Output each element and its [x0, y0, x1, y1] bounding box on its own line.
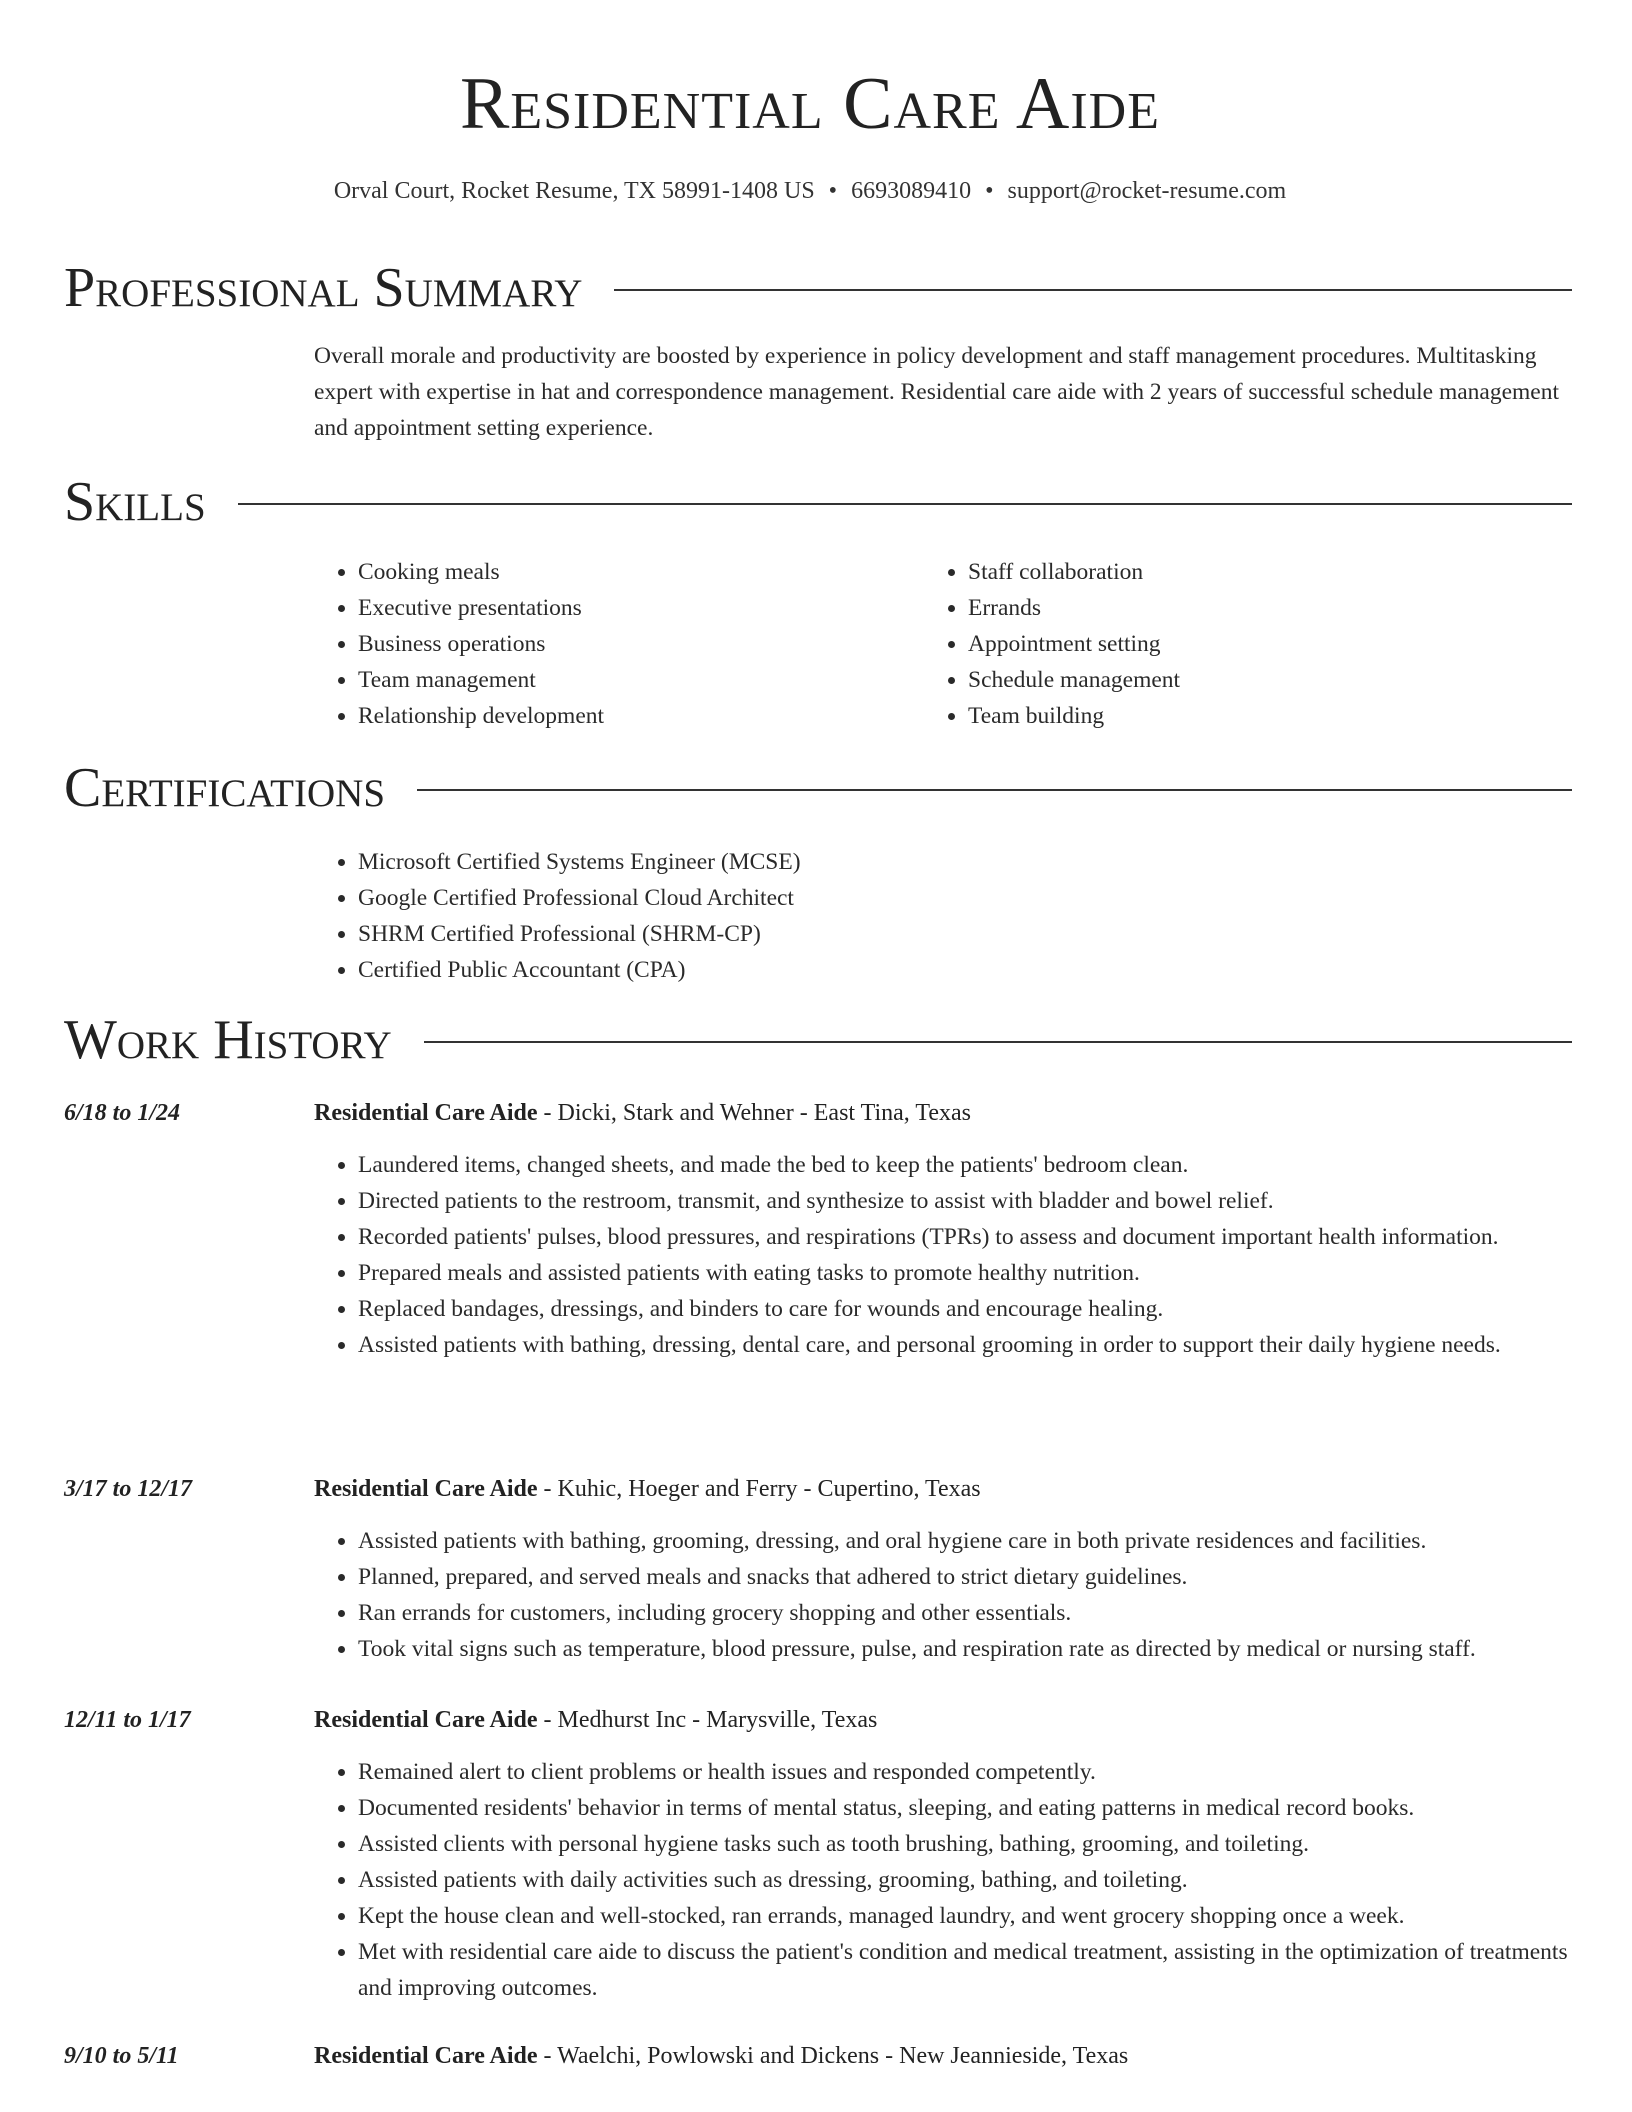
job-employer: - Kuhic, Hoeger and Ferry - Cupertino, Texas [537, 1476, 981, 1502]
job-bullet: • Met with residential care aide to discuss the patient's condition and medical treatment, assisting in the optimization of treatments and improving outcomes. [358, 1934, 1576, 2006]
resume-name: Residential Care Aide [460, 63, 1160, 145]
contact-phone: 6693089410 [851, 178, 972, 204]
job-bullet: • Recorded patients' pulses, blood pressures, and respirations (TPRs) to assess and document important health information. [358, 1219, 1576, 1255]
section-title-certifications: Certifications [64, 757, 386, 819]
job-heading [314, 1096, 971, 1130]
job-bullet: • Prepared meals and assisted patients with eating tasks to promote healthy nutrition. [358, 1255, 1576, 1291]
skill-item: • Staff collaboration [968, 554, 1180, 590]
contact-separator: • [985, 178, 994, 204]
job-title: Residential Care Aide [314, 2043, 538, 2069]
job-bullet: • Documented residents' behavior in terms of mental status, sleeping, and eating patterns in medical record books. [358, 1790, 1576, 1826]
job-employer: - Medhurst Inc - Marysville, Texas [537, 1707, 878, 1733]
job-bullet-list [314, 1754, 1576, 2006]
summary-text: Overall morale and productivity are boosted by experience in policy development and staff management procedures. Multitasking expert with expertise in hat and correspondence management. Residential care aide with 2 years of successful schedule management and appointment setting experience. [314, 343, 1560, 441]
certifications-list [314, 844, 801, 988]
certification-item: • SHRM Certified Professional (SHRM-CP) [358, 916, 801, 952]
job-bullet: • Ran errands for customers, including grocery shopping and other essentials. [358, 1595, 1576, 1631]
skill-item: • Appointment setting [968, 626, 1180, 662]
section-header-work-history [64, 1008, 1572, 1072]
job-bullet: • Assisted patients with bathing, grooming, dressing, and oral hygiene care in both private residences and facilities. [358, 1523, 1576, 1559]
job-bullet: • Replaced bandages, dressings, and binders to care for wounds and encourage healing. [358, 1291, 1576, 1327]
job-employer: - Waelchi, Powlowski and Dickens - New Jeannieside, Texas [537, 2043, 1129, 2069]
job-bullet: • Took vital signs such as temperature, blood pressure, pulse, and respiration rate as directed by medical or nursing staff. [358, 1631, 1576, 1667]
job-bullet-list [314, 1147, 1576, 1363]
section-header-skills [64, 470, 1572, 534]
job-title: Residential Care Aide [314, 1100, 538, 1126]
job-dates: 9/10 to 5/11 [64, 2043, 179, 2069]
job-dates: 12/11 to 1/17 [64, 1707, 191, 1733]
skills-column-right [924, 554, 1180, 734]
job-heading [314, 1703, 877, 1737]
contact-address: Orval Court, Rocket Resume, TX 58991-1408 US [333, 178, 815, 204]
section-rule [614, 289, 1572, 291]
section-header-summary [64, 256, 1572, 320]
job-dates: 6/18 to 1/24 [64, 1100, 181, 1126]
section-rule [424, 1041, 1572, 1043]
job-title: Residential Care Aide [314, 1476, 538, 1502]
skill-item: • Team management [358, 662, 604, 698]
job-bullet: • Directed patients to the restroom, transmit, and synthesize to assist with bladder and bowel relief. [358, 1183, 1576, 1219]
job-bullet: • Planned, prepared, and served meals and snacks that adhered to strict dietary guidelines. [358, 1559, 1576, 1595]
certification-item: • Google Certified Professional Cloud Architect [358, 880, 801, 916]
section-title-skills: Skills [64, 471, 206, 533]
job-bullet: • Remained alert to client problems or health issues and responded competently. [358, 1754, 1576, 1790]
section-title-work-history: Work History [64, 1009, 392, 1071]
job-bullet: • Assisted clients with personal hygiene tasks such as tooth brushing, bathing, grooming, and toileting. [358, 1826, 1576, 1862]
skill-item: • Cooking meals [358, 554, 604, 590]
skill-item: • Business operations [358, 626, 604, 662]
job-employer: - Dicki, Stark and Wehner - East Tina, Texas [537, 1100, 971, 1126]
section-title-summary: Professional Summary [64, 257, 583, 319]
job-bullet: • Assisted patients with bathing, dressing, dental care, and personal grooming in order to support their daily hygiene needs. [358, 1327, 1576, 1363]
contact-email: support@rocket-resume.com [1007, 178, 1287, 204]
certification-item: • Microsoft Certified Systems Engineer (MCSE) [358, 844, 801, 880]
certification-item: • Certified Public Accountant (CPA) [358, 952, 801, 988]
contact-line [0, 174, 1620, 208]
skill-item: • Errands [968, 590, 1180, 626]
job-bullet: • Laundered items, changed sheets, and made the bed to keep the patients' bedroom clean. [358, 1147, 1576, 1183]
job-bullet: • Kept the house clean and well-stocked, ran errands, managed laundry, and went grocery shopping once a week. [358, 1898, 1576, 1934]
job-heading [314, 1472, 981, 1506]
skill-item: • Team building [968, 698, 1180, 734]
skill-item: • Relationship development [358, 698, 604, 734]
contact-separator: • [828, 178, 838, 204]
section-rule [417, 789, 1572, 791]
job-dates: 3/17 to 12/17 [64, 1476, 193, 1502]
section-rule [238, 503, 1572, 505]
job-heading [314, 2039, 1128, 2073]
skill-item: • Executive presentations [358, 590, 604, 626]
skills-column-left [314, 554, 604, 734]
job-title: Residential Care Aide [314, 1707, 538, 1733]
section-header-certifications [64, 756, 1572, 820]
job-bullet-list [314, 1523, 1576, 1667]
job-bullet: • Assisted patients with daily activities such as dressing, grooming, bathing, and toileting. [358, 1862, 1576, 1898]
skill-item: • Schedule management [968, 662, 1180, 698]
